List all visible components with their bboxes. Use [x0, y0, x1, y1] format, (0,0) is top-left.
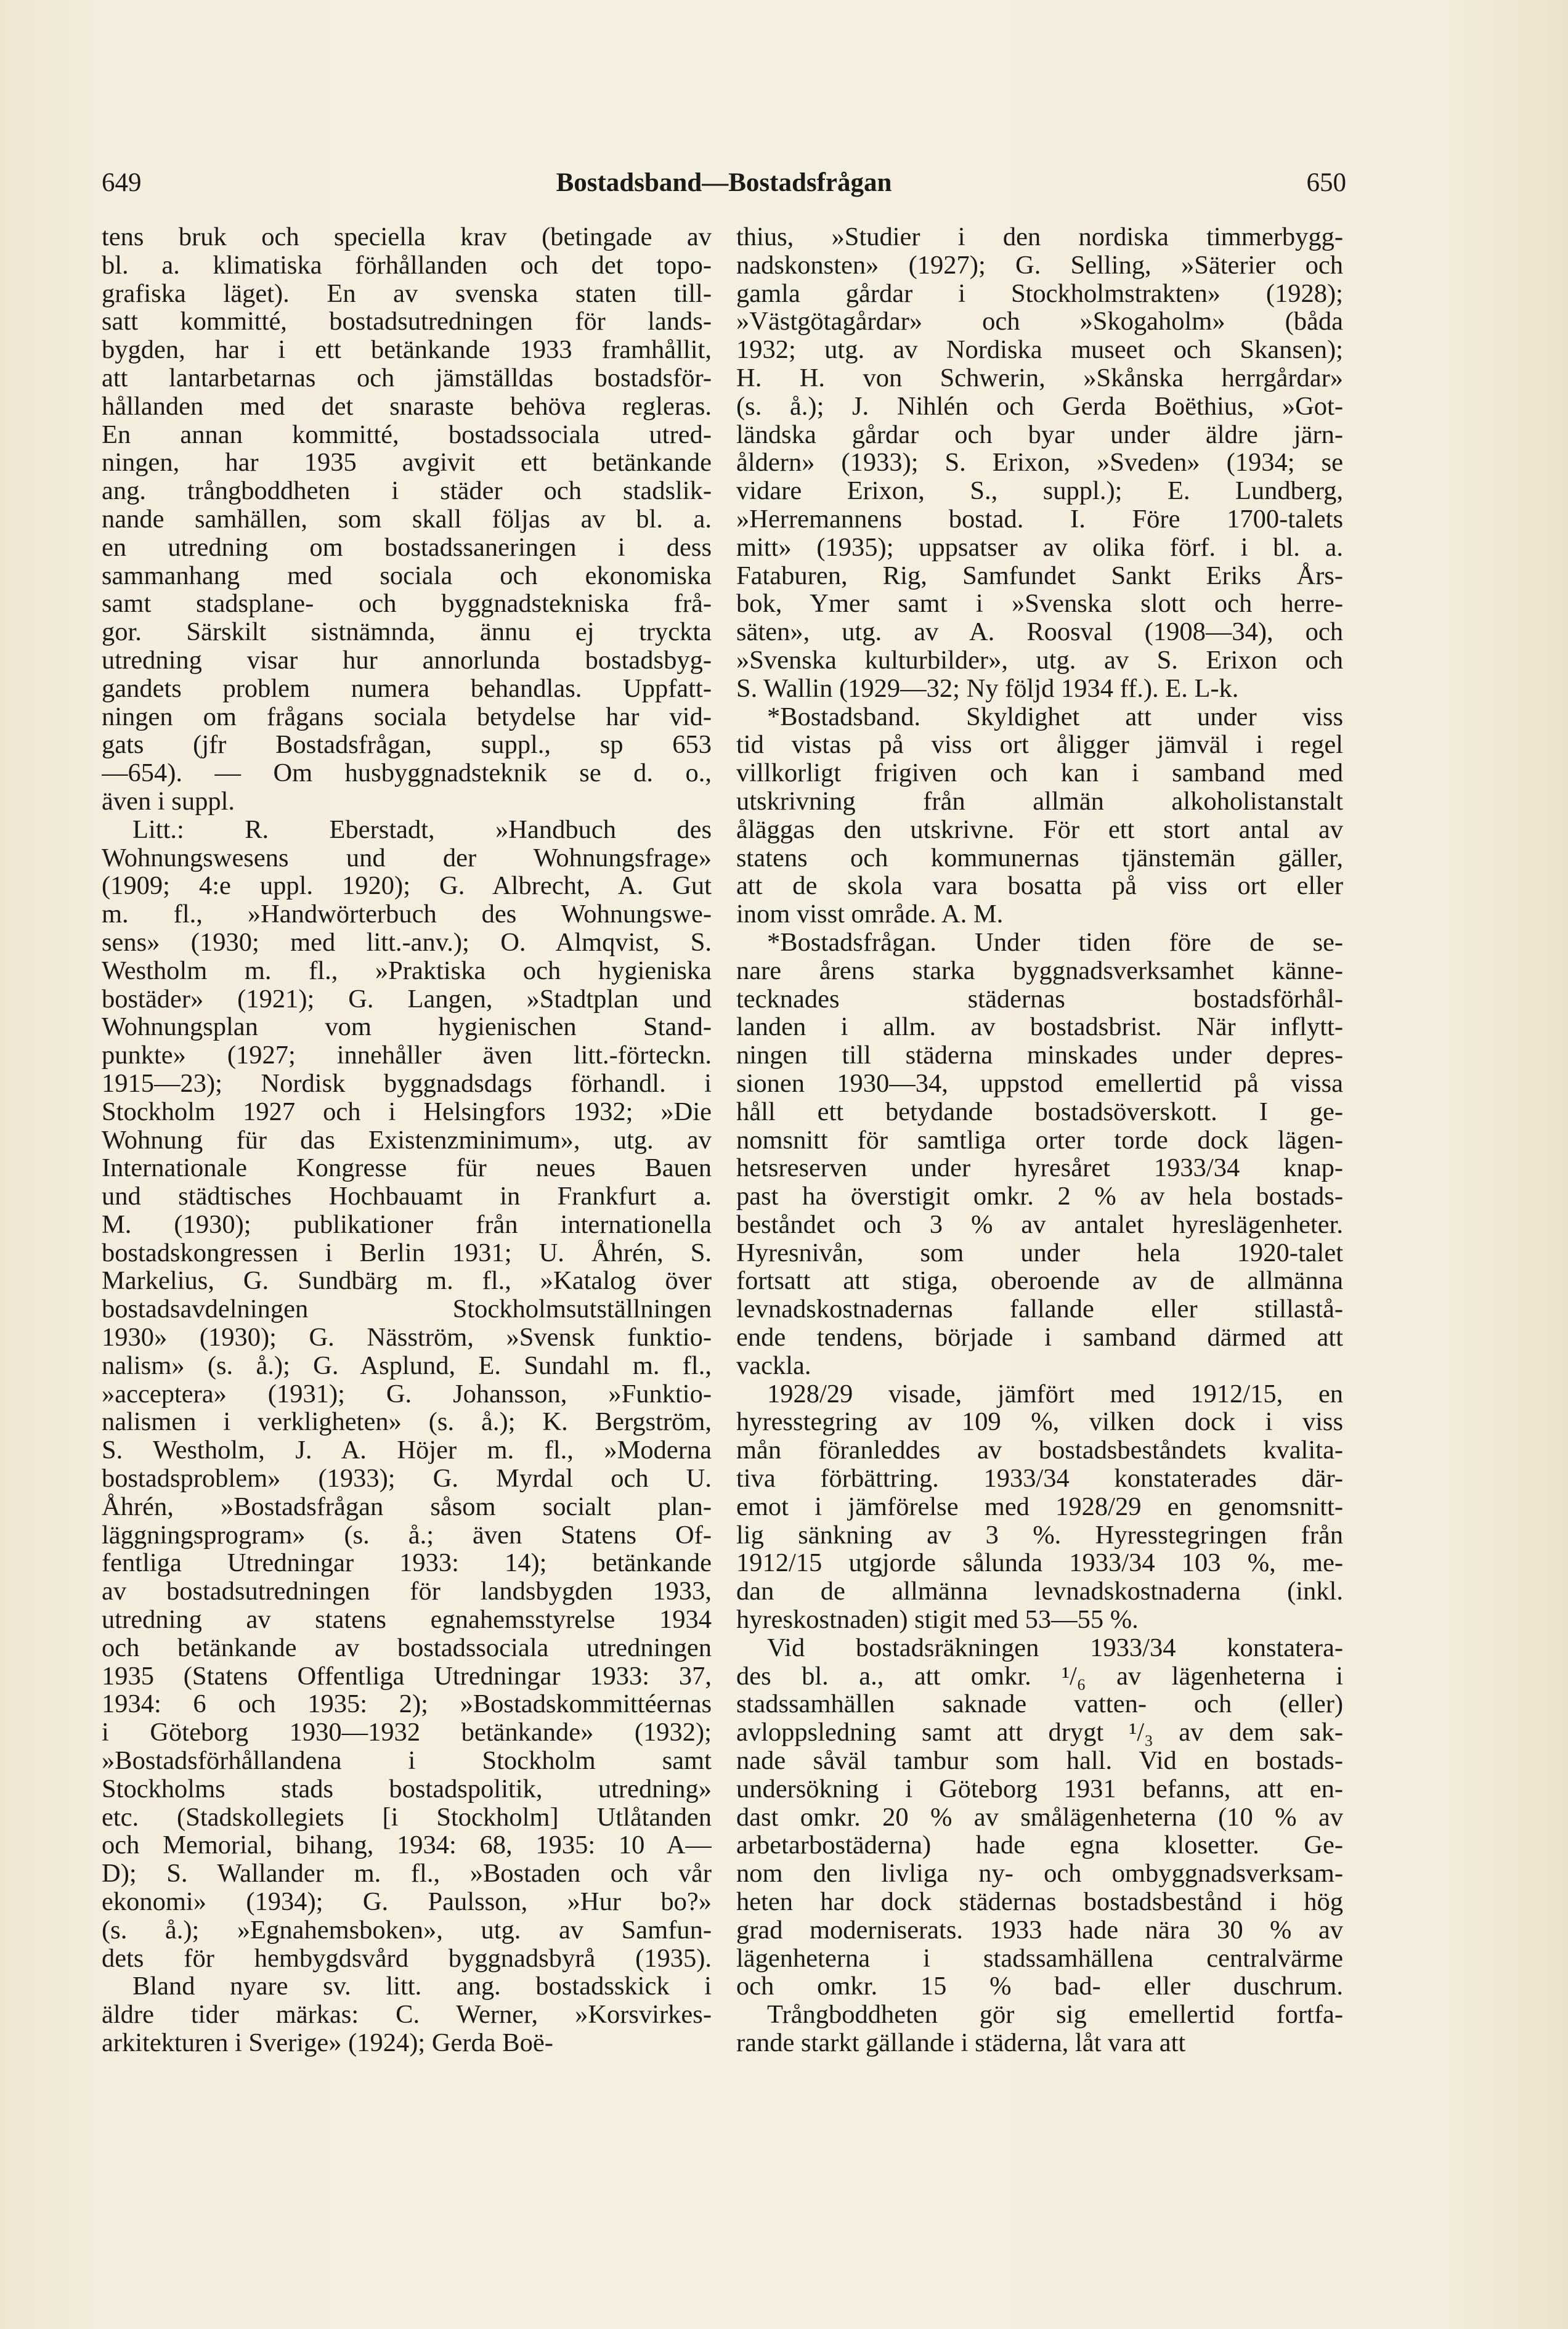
text-line: bostadsavdelningen Stockholmsutställningen	[102, 1295, 712, 1324]
text-line: nade såväl tambur som hall. Vid en bostads-	[736, 1747, 1343, 1775]
text-line: dets för hembygdsvård byggnadsbyrå (1935).	[102, 1944, 712, 1973]
text-line: Bland nyare sv. litt. ang. bostadsskick i	[132, 1972, 712, 2001]
text-line: (s. å.); »Egnahemsboken», utg. av Samfun-	[102, 1916, 712, 1945]
text-line: stadssamhällen saknade vatten- och (eller)	[736, 1690, 1343, 1719]
text-line: heten har dock städernas bostadsbestånd i hög	[736, 1888, 1343, 1916]
text-line: håll ett betydande bostadsöverskott. I ge-	[736, 1097, 1343, 1126]
text-line: en utredning om bostadssaneringen i dess	[102, 533, 712, 562]
text-line: S. Wallin (1929—32; Ny följd 1934 ff.). E. L-k.	[736, 674, 1239, 703]
text-line: gandets problem numera behandlas. Uppfatt-	[102, 674, 712, 703]
text-line: 1915—23); Nordisk byggnadsdags förhandl. i	[102, 1069, 712, 1098]
text-line: Wohnung für das Existenzminimum», utg. av	[102, 1126, 712, 1155]
text-line: sens» (1930; med litt.-anv.); O. Almqvist, S.	[102, 928, 712, 957]
text-line: att lantarbetarnas och jämställdas bostadsför-	[102, 364, 712, 392]
text-line: nadskonsten» (1927); G. Selling, »Säterier och	[736, 251, 1343, 280]
text-line: gats (jfr Bostadsfrågan, suppl., sp 653	[102, 731, 712, 760]
text-line: nare årens starka byggnadsverksamhet känne-	[736, 956, 1343, 985]
text-line: D); S. Wallander m. fl., »Bostaden och vår	[102, 1860, 712, 1888]
text-line: tens bruk och speciella krav (betingade av	[102, 223, 712, 251]
running-header	[102, 168, 1346, 205]
text-line: etc. (Stadskollegiets [i Stockholm] Utlåtanden	[102, 1803, 712, 1832]
text-line: vidare Erixon, S., suppl.); E. Lundberg,	[736, 477, 1343, 505]
text-line: nalismen i verkligheten» (s. å.); K. Bergström,	[102, 1408, 712, 1437]
text-line: hyresstegring av 109 %, vilken dock i viss	[736, 1408, 1343, 1437]
text-line: avloppsledning samt att drygt ¹/₃ av dem sak-	[736, 1718, 1343, 1747]
right-column	[736, 223, 1343, 2057]
text-line: och omkr. 15 % bad- eller duschrum.	[736, 1972, 1343, 2001]
text-line: Litt.: R. Eberstadt, »Handbuch des	[132, 815, 712, 844]
text-line: gamla gårdar i Stockholmstrakten» (1928);	[736, 279, 1343, 308]
text-line: mån föranleddes av bostadsbeståndets kvalita-	[736, 1436, 1343, 1465]
text-line: Internationale Kongresse für neues Bauen	[102, 1154, 712, 1183]
text-line: fentliga Utredningar 1933: 14); betänkande	[102, 1549, 712, 1578]
page-number-left: 649	[102, 168, 142, 197]
text-line: 1930» (1930); G. Näsström, »Svensk funktio-	[102, 1323, 712, 1352]
text-line: rande starkt gällande i städerna, låt vara att	[736, 2029, 1186, 2057]
text-line: nalism» (s. å.); G. Asplund, E. Sundahl m. fl.,	[102, 1351, 712, 1380]
text-line: nom den livliga ny- och ombyggnadsverksam-	[736, 1860, 1343, 1888]
text-line: vackla.	[736, 1351, 811, 1380]
text-line: dan de allmänna levnadskostnaderna (inkl.	[736, 1577, 1343, 1606]
text-line: ningen till städerna minskades under depres-	[736, 1041, 1343, 1070]
text-line: lägenheterna i stadssamhällena centralvärme	[736, 1944, 1343, 1973]
text-line: samt stadsplane- och byggnadstekniska frå-	[102, 590, 712, 619]
left-column	[102, 223, 712, 2057]
text-line: »acceptera» (1931); G. Johansson, »Funktio-	[102, 1380, 712, 1408]
text-line: Hyresnivån, som under hela 1920-talet	[736, 1238, 1343, 1267]
text-line: Stockholms stads bostadspolitik, utredning»	[102, 1774, 712, 1803]
text-line: 1934: 6 och 1935: 2); »Bostadskommittéernas	[102, 1690, 712, 1719]
text-line: Wohnungswesens und der Wohnungsfrage»	[102, 843, 712, 872]
text-line: tecknades städernas bostadsförhål-	[736, 985, 1343, 1014]
text-line: (1909; 4:e uppl. 1920); G. Albrecht, A. Gut	[102, 872, 712, 901]
text-line: grafiska läget). En av svenska staten till-	[102, 279, 712, 308]
text-line: ländska gårdar och byar under äldre järn-	[736, 420, 1343, 449]
text-line: sionen 1930—34, uppstod emellertid på vissa	[736, 1069, 1343, 1098]
text-line: arkitekturen i Sverige» (1924); Gerda Boë-	[102, 2029, 553, 2057]
text-line: 1935 (Statens Offentliga Utredningar 1933: 37,	[102, 1662, 712, 1691]
text-line: bl. a. klimatiska förhållanden och det topo-	[102, 251, 712, 280]
text-line: bostadskongressen i Berlin 1931; U. Åhrén, S.	[102, 1238, 712, 1267]
text-line: ende tendens, började i samband därmed att	[736, 1323, 1343, 1352]
text-line: arbetarbostäderna) hade egna klosetter. Ge-	[736, 1831, 1343, 1860]
text-line: bostäder» (1921); G. Langen, »Stadtplan und	[102, 985, 712, 1014]
text-line: tiva förbättring. 1933/34 konstaterades där-	[736, 1465, 1343, 1493]
text-line: »Herremannens bostad. I. Före 1700-talets	[736, 505, 1343, 534]
text-line: (s. å.); J. Nihlén och Gerda Boëthius, »Got-	[736, 392, 1343, 421]
text-line: Westholm m. fl., »Praktiska och hygieniska	[102, 956, 712, 985]
text-line: »Svenska kulturbilder», utg. av S. Erixon och	[736, 646, 1343, 675]
text-line: inom visst område. A. M.	[736, 900, 1004, 929]
text-line: »Västgötagårdar» och »Skogaholm» (båda	[736, 307, 1343, 336]
text-line: bok, Ymer samt i »Svenska slott och herre-	[736, 590, 1343, 619]
text-line: ningen om frågans sociala betydelse har vid-	[102, 702, 712, 731]
text-line: punkte» (1927; innehåller även litt.-förteckn.	[102, 1041, 712, 1070]
text-line: nande samhällen, som skall följas av bl. a.	[102, 505, 712, 534]
text-line: *Bostadsfrågan. Under tiden före de se-	[767, 928, 1343, 957]
text-line: fortsatt att stiga, oberoende av de allmänna	[736, 1267, 1343, 1296]
text-line: grad moderniserats. 1933 hade nära 30 % av	[736, 1916, 1343, 1945]
text-line: ang. trångboddheten i städer och stadslik-	[102, 477, 712, 505]
text-line: beståndet och 3 % av antalet hyreslägenheter.	[736, 1210, 1343, 1239]
text-line: Fataburen, Rig, Samfundet Sankt Eriks Års-	[736, 561, 1343, 590]
text-line: *Bostadsband. Skyldighet att under viss	[767, 702, 1343, 731]
text-line: villkorligt frigiven och kan i samband med	[736, 759, 1343, 787]
text-line: 1912/15 utgjorde sålunda 1933/34 103 %, me-	[736, 1549, 1343, 1578]
text-line: bostadsproblem» (1933); G. Myrdal och U.	[102, 1465, 712, 1493]
text-line: landen i allm. av bostadsbrist. När inflytt-	[736, 1013, 1343, 1042]
text-line: Trångboddheten gör sig emellertid fortfa-	[767, 2001, 1343, 2029]
text-line: thius, »Studier i den nordiska timmerbygg-	[736, 223, 1343, 251]
text-line: bygden, har i ett betänkande 1933 framhållit,	[102, 336, 712, 364]
text-line: ningen, har 1935 avgivit ett betänkande	[102, 449, 712, 478]
text-line: Åhrén, »Bostadsfrågan såsom socialt plan-	[102, 1492, 712, 1521]
text-line: i Göteborg 1930—1932 betänkande» (1932);	[102, 1718, 712, 1747]
text-line: äldre tider märkas: C. Werner, »Korsvirkes-	[102, 2001, 712, 2029]
text-line: Markelius, G. Sundbärg m. fl., »Katalog över	[102, 1267, 712, 1296]
text-line: M. (1930); publikationer från internationella	[102, 1210, 712, 1239]
text-line: statens och kommunernas tjänstemän gäller,	[736, 843, 1343, 872]
text-line: —654). — Om husbyggnadsteknik se d. o.,	[102, 759, 712, 787]
text-line: dast omkr. 20 % av smålägenheterna (10 % av	[736, 1803, 1343, 1832]
text-line: och Memorial, bihang, 1934: 68, 1935: 10 A—	[102, 1831, 712, 1860]
text-line: lig sänkning av 3 %. Hyresstegringen från	[736, 1521, 1343, 1550]
text-line: S. Westholm, J. A. Höjer m. fl., »Moderna	[102, 1436, 712, 1465]
text-line: emot i jämförelse med 1928/29 en genomsnitt-	[736, 1492, 1343, 1521]
text-line: åldern» (1933); S. Erixon, »Sveden» (1934; se	[736, 449, 1343, 478]
text-line: nomsnitt för samtliga orter torde dock lägen-	[736, 1126, 1343, 1155]
page-number-right: 650	[1306, 168, 1346, 197]
text-line: Vid bostadsräkningen 1933/34 konstatera-	[767, 1633, 1343, 1662]
text-line: 1928/29 visade, jämfört med 1912/15, en	[767, 1380, 1343, 1408]
text-line: Stockholm 1927 och i Helsingfors 1932; »Die	[102, 1097, 712, 1126]
text-line: att de skola vara bosatta på viss ort eller	[736, 872, 1343, 901]
text-line: utskrivning från allmän alkoholistanstalt	[736, 787, 1343, 816]
text-line: hetsreserven under hyresåret 1933/34 knap-	[736, 1154, 1343, 1183]
text-line: H. H. von Schwerin, »Skånska herrgårdar»	[736, 364, 1343, 392]
text-line: 1932; utg. av Nordiska museet och Skansen);	[736, 336, 1343, 364]
text-line: ekonomi» (1934); G. Paulsson, »Hur bo?»	[102, 1888, 712, 1916]
text-line: gor. Särskilt sistnämnda, ännu ej tryckta	[102, 618, 712, 646]
text-line: läggningsprogram» (s. å.; även Statens Of-	[102, 1521, 712, 1550]
text-line: satt kommitté, bostadsutredningen för lands-	[102, 307, 712, 336]
text-line: levnadskostnadernas fallande eller stillastå-	[736, 1295, 1343, 1324]
text-line: »Bostadsförhållandena i Stockholm samt	[102, 1747, 712, 1775]
text-line: und städtisches Hochbauamt in Frankfurt a.	[102, 1182, 712, 1211]
text-line: des bl. a., att omkr. ¹/₆ av lägenheterna i	[736, 1662, 1343, 1691]
text-line: säten», utg. av A. Roosval (1908—34), och	[736, 618, 1343, 646]
text-line: åläggas den utskrivne. För ett stort antal av	[736, 815, 1343, 844]
text-line: hållanden med det snaraste behöva regleras.	[102, 392, 712, 421]
page-title: Bostadsband—Bostadsfrågan	[556, 168, 892, 197]
text-line: mitt» (1935); uppsatser av olika förf. i bl. a.	[736, 533, 1343, 562]
text-line: past ha överstigit omkr. 2 % av hela bostads-	[736, 1182, 1343, 1211]
text-line: även i suppl.	[102, 787, 235, 816]
text-line: tid vistas på viss ort åligger jämväl i regel	[736, 731, 1343, 760]
text-line: undersökning i Göteborg 1931 befanns, att en-	[736, 1774, 1343, 1803]
text-line: utredning visar hur annorlunda bostadsbyg-	[102, 646, 712, 675]
text-line: m. fl., »Handwörterbuch des Wohnungswe-	[102, 900, 712, 929]
text-line: En annan kommitté, bostadssociala utred-	[102, 420, 712, 449]
text-line: Wohnungsplan vom hygienischen Stand-	[102, 1013, 712, 1042]
text-line: utredning av statens egnahemsstyrelse 1934	[102, 1606, 712, 1634]
text-line: och betänkande av bostadssociala utredningen	[102, 1633, 712, 1662]
text-line: sammanhang med sociala och ekonomiska	[102, 561, 712, 590]
text-line: hyreskostnaden) stigit med 53—55 %.	[736, 1606, 1139, 1634]
text-line: av bostadsutredningen för landsbygden 1933,	[102, 1577, 712, 1606]
